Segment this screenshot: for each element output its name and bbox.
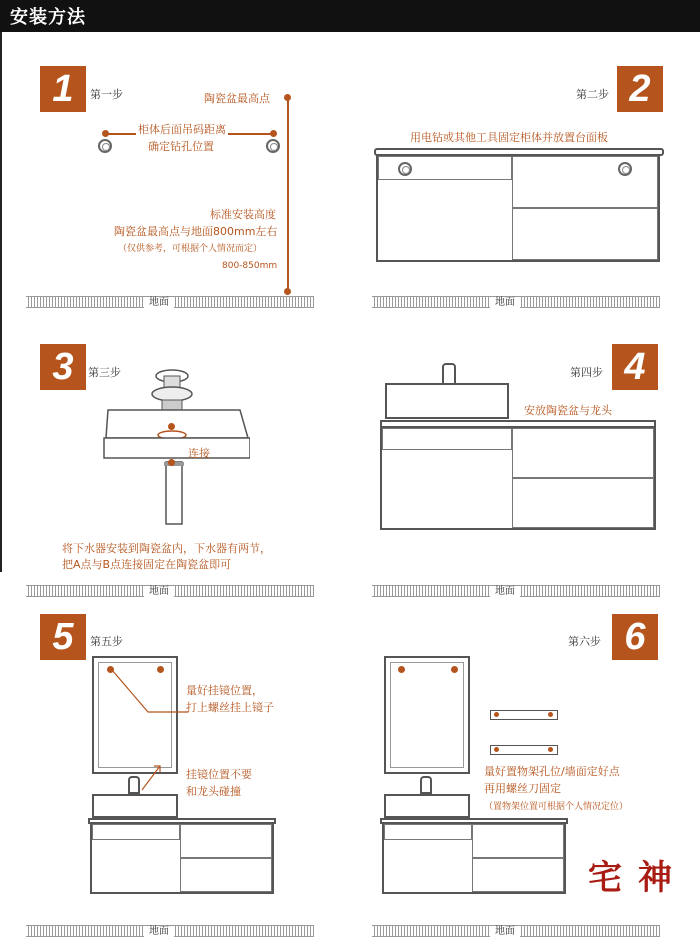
step4-faucet [442, 363, 456, 385]
logo-char-2: 神 [638, 858, 672, 898]
step2-note: 用电钻或其他工具固定柜体并放置台面板 [410, 131, 608, 144]
step5-note2-1: 挂镜位置不要 [186, 768, 252, 781]
step2-hole-left [398, 162, 412, 176]
step-5-label: 第五步 [90, 635, 123, 648]
step6-mirror-hole-right [451, 666, 458, 673]
step3-connect-note: 连接 [188, 447, 210, 460]
header-bar [0, 0, 700, 32]
step3-desc-1: 将下水器安装到陶瓷盆内，下水器有两节， [62, 542, 271, 555]
step1-range-note: 800-850mm [222, 261, 278, 271]
step-2-label: 第二步 [576, 88, 609, 101]
step1-height-note-2: 陶瓷盆最高点与地面800mm左右 [114, 225, 278, 238]
step5-note2-2: 和龙头碰撞 [186, 785, 241, 798]
step-3-label: 第三步 [88, 366, 121, 379]
step1-floor-dot [284, 288, 291, 295]
step1-floor-label: 地面 [144, 297, 174, 308]
step3-point-b [168, 459, 175, 466]
step5-faucet [128, 776, 140, 794]
step6-basin [384, 794, 470, 818]
step6-drawer-right-bottom [472, 858, 564, 892]
step5-pointer-line [110, 668, 190, 718]
step5-note1-1: 量好挂镜位置， [186, 684, 263, 697]
step-4-number: 4 [612, 344, 658, 390]
logo-char-1: 宅 [588, 858, 622, 898]
step4-note: 安放陶瓷盆与龙头 [524, 404, 612, 417]
step6-shelf1-hole-right [548, 712, 553, 717]
step6-note-1: 量好置物架孔位/墙面定好点 [484, 765, 620, 778]
step5-drawer-left [92, 824, 180, 840]
step6-drawer-left [384, 824, 472, 840]
step1-hole-left [98, 139, 112, 153]
step1-height-line [287, 98, 289, 291]
step-5-number: 5 [40, 614, 86, 660]
step6-note-2: 再用螺丝刀固定 [484, 782, 561, 795]
step5-arrow [140, 762, 170, 792]
step6-shelf2-hole-right [548, 747, 553, 752]
step4-drawer-right-top [512, 428, 654, 478]
step6-drawer-right-top [472, 824, 564, 858]
step5-note1-2: 打上螺丝挂上镜子 [186, 701, 274, 714]
step3-drain-illustration [100, 360, 250, 540]
step3-floor-label: 地面 [144, 586, 174, 597]
step6-shelf2-hole-left [494, 747, 499, 752]
step4-basin [385, 383, 509, 419]
step5-drawer-right-bottom [180, 858, 272, 892]
step-4-label: 第四步 [570, 366, 603, 379]
step2-drawer-right-top [512, 156, 658, 208]
step1-height-note-1: 标准安装高度 [210, 208, 276, 221]
step3-point-a [168, 423, 175, 430]
step6-floor-label: 地面 [490, 926, 520, 937]
step5-basin [92, 794, 178, 818]
step1-height-note-3: （仅供参考，可根据个人情况而定） [118, 244, 263, 254]
step4-floor-label: 地面 [490, 586, 520, 597]
step-6-label: 第六步 [568, 635, 601, 648]
step1-hang-note-1: 柜体后面吊码距离 [138, 123, 226, 136]
step-2-number: 2 [617, 66, 663, 112]
step2-drawer-right-bottom [512, 208, 658, 260]
page-title: 安装方法 [10, 7, 86, 28]
step-6-number: 6 [612, 614, 658, 660]
step-1-label: 第一步 [90, 88, 123, 101]
step2-floor-label: 地面 [490, 297, 520, 308]
step-1-number: 1 [40, 66, 86, 112]
step6-note-3: （置物架位置可根据个人情况定位） [484, 802, 629, 812]
step5-floor-label: 地面 [144, 926, 174, 937]
step6-shelf1-hole-left [494, 712, 499, 717]
step6-faucet [420, 776, 432, 794]
step3-desc-2: 把A点与B点连接固定在陶瓷盆即可 [62, 558, 232, 571]
step-3-number: 3 [40, 344, 86, 390]
step2-hole-right [618, 162, 632, 176]
brand-logo [588, 848, 688, 898]
step6-mirror-hole-left [398, 666, 405, 673]
step5-drawer-right-top [180, 824, 272, 858]
step4-drawer-left [382, 428, 512, 450]
step1-top-point-note: 陶瓷盆最高点 [204, 92, 270, 105]
step1-hang-dot-right [270, 130, 277, 137]
step1-hang-dot-left [102, 130, 109, 137]
step6-mirror-glass [390, 662, 464, 768]
left-edge-line [0, 32, 2, 572]
step4-drawer-right-bottom [512, 478, 654, 528]
step1-hole-right [266, 139, 280, 153]
step1-hang-note-2: 确定钻孔位置 [148, 140, 214, 153]
